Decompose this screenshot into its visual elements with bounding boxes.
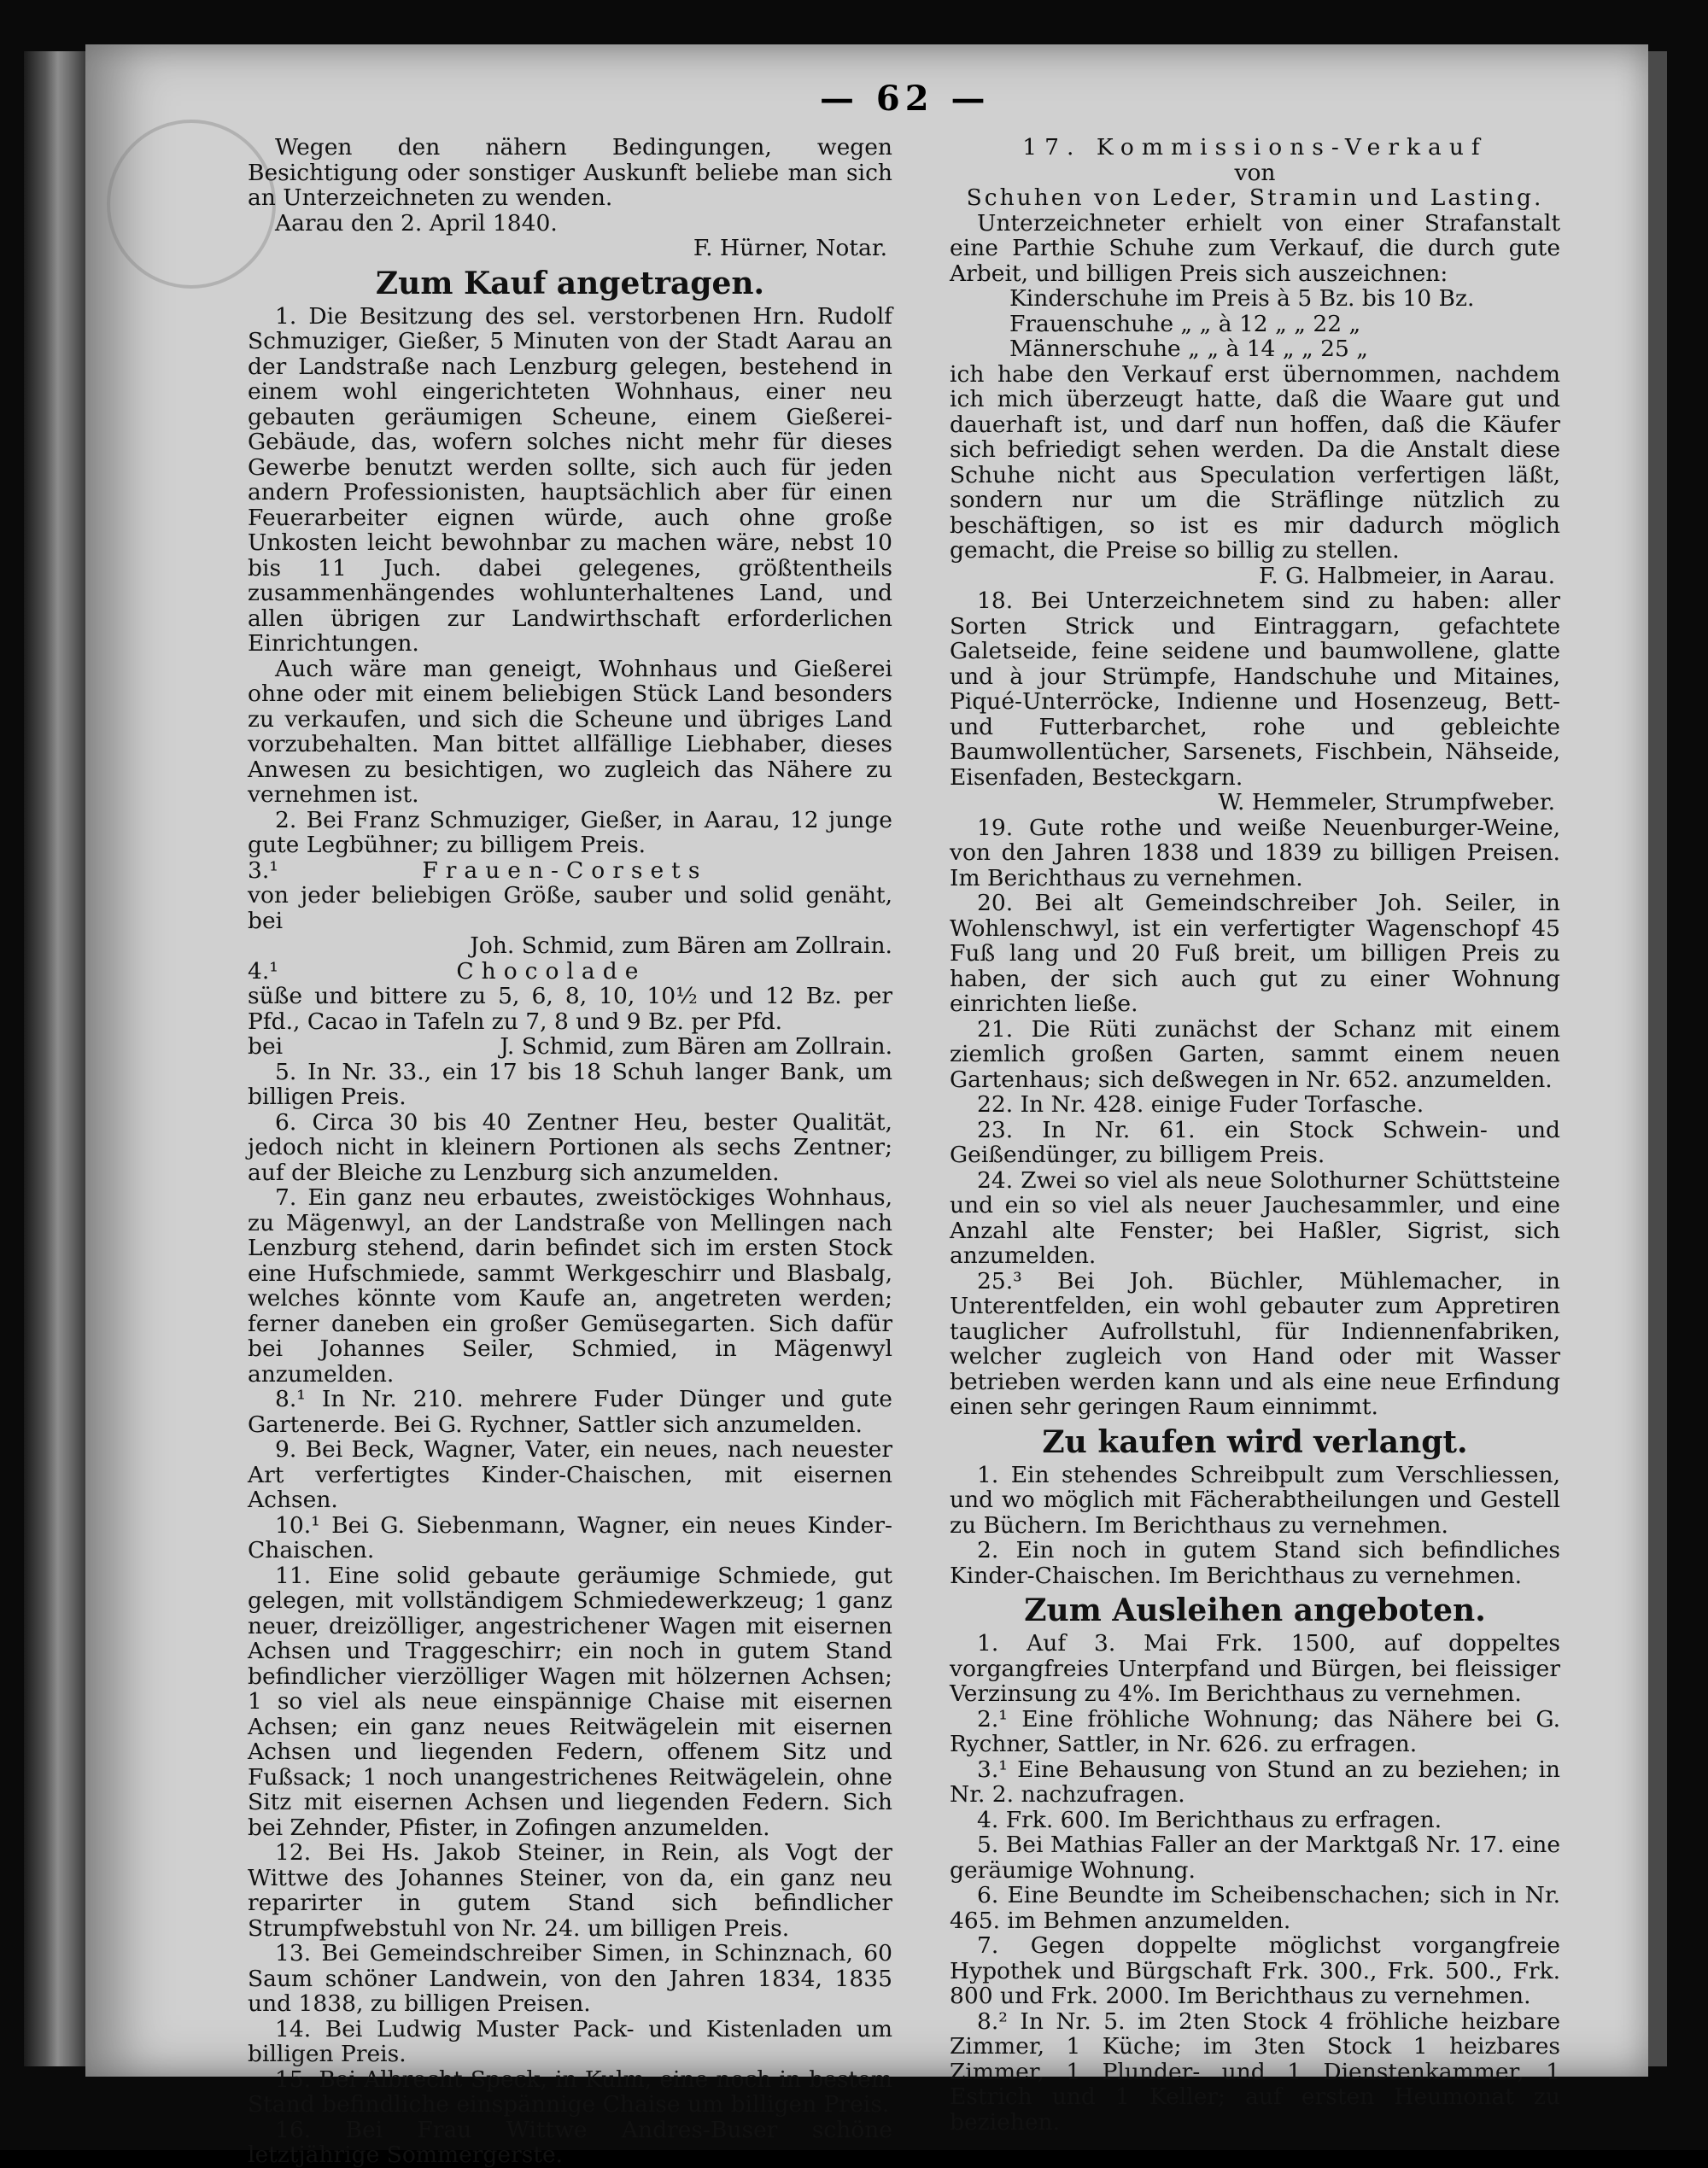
price-men: Männerschuhe „ „ à 14 „ „ 25 „ xyxy=(1009,336,1369,362)
listing-3-title: Frauen-Corsets xyxy=(422,856,708,884)
listing-22: 22. In Nr. 428. einige Fuder Torfasche. xyxy=(977,1091,1424,1118)
lending-3: 3.¹ Eine Behausung von Stund an zu beziehen; in Nr. 2. nachzufragen. xyxy=(950,1756,1560,1808)
listing-4-number: 4.¹ xyxy=(248,957,278,985)
listing-13: 13. Bei Gemeindschreiber Simen, in Schinznach, 60 Saum schöner Landwein, von den Jahren 1834, 1835 und 1838, zu billigen Preisen. xyxy=(248,1940,892,2017)
listing-15: 15. Bei Albrecht Speck, in Kulm, eine noch in bestem Stand befindliche einspännige Chaise um billigen Preis. xyxy=(248,2066,892,2118)
listing-4-text: süße und bittere zu 5, 6, 8, 10, 10½ und 12 Bz. per Pfd., Cacao in Tafeln zu 7, 8 und 9 Bz. per Pfd. xyxy=(248,983,892,1035)
listing-18: 18. Bei Unterzeichnetem sind zu haben: aller Sorten Strick und Eintraggarn, gefachtete Galetseide, feine seidene und baumwollene, glatte und à jour Strümpfe, Handschuhe und Mitaines, Piqué-Unterröcke, Indienne und Hosenzeug, Bett- und Futterbarchet, rohe und gebleichte Baumwollentücher, Sarsenets, Fischbein, Nähseide, Eisenfaden, Besteckgarn. xyxy=(950,587,1560,791)
listing-4-title: Chocolade xyxy=(456,957,646,985)
listing-1-continued: Auch wäre man geneigt, Wohnhaus und Gießerei ohne oder mit einem beliebigen Stück Land besonders zu verkaufen, und sich die Scheune und übriges Land vorzubehalten. Man bittet allfällige Liebhaber, dieses Anwesen zu besichtigen, wo zugleich das Nähere zu vernehmen ist. xyxy=(248,655,892,808)
listing-16: 16. Bei Frau Wittwe Andres-Buser schöne letztjährige Sommergerste. xyxy=(248,2116,892,2168)
lending-5: 5. Bei Mathias Faller an der Marktgaß Nr. 17. eine geräumige Wohnung. xyxy=(950,1832,1560,1884)
page-number: — 62 — xyxy=(820,79,991,119)
listing-17-signature: F. G. Halbmeier, in Aarau. xyxy=(1259,562,1555,589)
listing-4-signature: J. Schmid, zum Bären am Zollrain. xyxy=(500,1033,892,1060)
lending-1: 1. Auf 3. Mai Frk. 1500, auf doppeltes vorgangfreies Unterpfand und Bürgen, bei fleissiger Verzinsung zu 4%. Im Berichthaus zu vernehmen. xyxy=(950,1630,1560,1707)
listing-3-number: 3.¹ xyxy=(248,856,278,884)
listing-17-title: 17. Kommissions-Verkauf xyxy=(1022,134,1488,161)
listing-17-text-2: ich habe den Verkauf erst übernommen, nachdem ich mich überzeugt hatte, daß die Waare gut und dauerhaft ist, und darf nun hoffen, daß die Käufer sich befriedigt sehen werden. Da die Anstalt diese Schuhe nicht aus Speculation verfertigen läßt, sondern nur um die Sträflinge nützlich zu beschäftigen, so ist es mir dadurch möglich gemacht, die Preise so billig zu stellen. xyxy=(950,360,1560,564)
listing-6: 6. Circa 30 bis 40 Zentner Heu, bester Qualität, jedoch nicht in kleinern Portionen als sechs Zentner; auf der Bleiche zu Lenzburg sich anzumelden. xyxy=(248,1108,892,1186)
listing-25: 25.³ Bei Joh. Büchler, Mühlemacher, in Unterentfelden, ein wohl gebauter zum Appretiren tauglicher Aufrollstuhl, für Indiennenfabriken, welcher zugleich von Hand oder mit Wasser betrieben werden kann und als eine neue Erfindung einen sehr geringen Raum einnimmt. xyxy=(950,1267,1560,1420)
page-edge xyxy=(1648,51,1667,2066)
listing-12: 12. Bei Hs. Jakob Steiner, in Rein, als Vogt der Wittwe des Johannes Steiner, von da, ein ganz neu reparirter in gutem Stand sich befindlicher Strumpfwebstuhl von Nr. 24. um billigen Preis. xyxy=(248,1839,892,1942)
listing-9: 9. Bei Beck, Wagner, Vater, ein neues, nach neuester Art verfertigtes Kinder-Chaischen, mit eisernen Achsen. xyxy=(248,1436,892,1513)
listing-3-signature: Joh. Schmid, zum Bären am Zollrain. xyxy=(470,932,892,959)
listing-19: 19. Gute rothe und weiße Neuenburger-Weine, von den Jahren 1838 und 1839 zu billigen Preisen. Im Berichthaus zu vernehmen. xyxy=(950,814,1560,891)
notary-signature: F. Hürner, Notar. xyxy=(693,235,887,261)
listing-14: 14. Bei Ludwig Muster Pack- und Kistenladen um billigen Preis. xyxy=(248,2015,892,2067)
listing-11: 11. Eine solid gebaute geräumige Schmiede, gut gelegen, mit vollständigem Schmiedewerkzeug; 1 ganz neuer, dreizölliger, angestrichener Wagen mit eisernen Achsen und Traggeschirr; ein noch in gutem Stand befindlicher vierzölliger Wagen mit hölzernen Achsen; 1 so viel als neue einspännige Chaise mit eisernen Achsen; ein ganz neues Reitwägelein mit eisernen Achsen und liegenden Federn, offenem Sitz und Fußsack; 1 noch unangestrichenes Reitwägelein, ohne Sitz mit eisernen Achsen und liegenden Federn. Sich bei Zehnder, Pfister, in Zofingen anzumelden. xyxy=(248,1562,892,1841)
listing-2: 2. Bei Franz Schmuziger, Gießer, in Aarau, 12 junge gute Legbühner; zu billigem Preis. xyxy=(248,806,892,858)
listing-24: 24. Zwei so viel als neue Solothurner Schüttsteine und ein so viel als neuer Jauchesammler, und eine Anzahl alte Fenster; bei Haßler, Sigrist, sich anzumelden. xyxy=(950,1166,1560,1269)
left-column xyxy=(248,135,892,2168)
listing-17-text: Unterzeichneter erhielt von einer Strafanstalt eine Parthie Schuhe zum Verkauf, die durch gute Arbeit, und billigen Preis sich auszeichnen: xyxy=(950,209,1560,287)
listing-21: 21. Die Rüti zunächst der Schanz mit einem ziemlich großen Garten, sammt einem neuen Gartenhaus; sich deßwegen in Nr. 652. anzumelden. xyxy=(950,1015,1560,1093)
lending-8: 8.² In Nr. 5. im 2ten Stock 4 fröhliche heizbare Zimmer, 1 Küche; im 3ten Stock 1 heizbares Zimmer, 1 Plunder- und 1 Dienstenkammer, 1 Estrich und 1 Keller; auf ersten Heumonat zu beziehen. xyxy=(950,2007,1560,2136)
lending-6: 6. Eine Beundte im Scheibenschachen; sich in Nr. 465. im Behmen anzumelden. xyxy=(950,1882,1560,1934)
listing-20: 20. Bei alt Gemeindschreiber Joh. Seiler, in Wohlenschwyl, ist ein verfertigter Wagenschopf 45 Fuß lang und 20 Fuß breit, um billigen Preis zu haben, der sich auch gut zu einer Wohnung einrichten ließe. xyxy=(950,890,1560,1017)
listing-8: 8.¹ In Nr. 210. mehrere Fuder Dünger und gute Gartenerde. Bei G. Rychner, Sattler sich anzumelden. xyxy=(248,1386,892,1438)
price-children: Kinderschuhe im Preis à 5 Bz. bis 10 Bz. xyxy=(1009,285,1475,312)
section-heading-wanted: Zu kaufen wird verlangt. xyxy=(1042,1423,1468,1460)
section-heading-lending: Zum Ausleihen angeboten. xyxy=(1024,1592,1486,1628)
listing-17-subtitle: Schuhen von Leder, Stramin und Lasting. xyxy=(966,184,1544,211)
listing-18-signature: W. Hemmeler, Strumpfweber. xyxy=(1218,789,1555,815)
lending-2: 2.¹ Eine fröhliche Wohnung; das Nähere bei G. Rychner, Sattler, in Nr. 626. zu erfragen. xyxy=(950,1705,1560,1757)
listing-4-bei: bei xyxy=(248,1033,284,1060)
lending-7: 7. Gegen doppelte möglichst vorgangfreie Hypothek und Bürgschaft Frk. 300., Frk. 500., Frk. 800 und Frk. 2000. Im Berichthaus zu vernehmen. xyxy=(950,1932,1560,2009)
lending-4: 4. Frk. 600. Im Berichthaus zu erfragen. xyxy=(977,1806,1442,1833)
listing-23: 23. In Nr. 61. ein Stock Schwein- und Geißendünger, zu billigem Preis. xyxy=(950,1116,1560,1168)
date-line: Aarau den 2. April 1840. xyxy=(275,209,558,237)
book-binding xyxy=(24,51,85,2066)
section-heading-sale: Zum Kauf angetragen. xyxy=(375,265,765,301)
right-column xyxy=(950,135,1560,2135)
wanted-1: 1. Ein stehendes Schreibpult zum Verschliessen, und wo möglich mit Fächerabtheilungen und Gestell zu Büchern. Im Berichthaus zu vernehmen. xyxy=(950,1461,1560,1539)
listing-17-von: von xyxy=(1234,159,1276,186)
listing-3-text: von jeder beliebigen Größe, sauber und solid genäht, bei xyxy=(248,882,892,934)
wanted-2: 2. Ein noch in gutem Stand sich befindliches Kinder-Chaischen. Im Berichthaus zu vernehmen. xyxy=(950,1537,1560,1589)
listing-7: 7. Ein ganz neu erbautes, zweistöckiges Wohnhaus, zu Mägenwyl, an der Landstraße von Mellingen nach Lenzburg stehend, darin befindet sich im ersten Stock eine Hufschmiede, sammt Werkgeschirr und Blasbalg, welches könnte vom Kaufe an, angetreten werden; ferner daneben ein großer Gemüsegarten. Sich dafür bei Johannes Seiler, Schmied, in Mägenwyl anzumelden. xyxy=(248,1184,892,1388)
listing-10: 10.¹ Bei G. Siebenmann, Wagner, ein neues Kinder-Chaischen. xyxy=(248,1511,892,1563)
price-women: Frauenschuhe „ „ à 12 „ „ 22 „ xyxy=(1009,310,1361,337)
listing-5: 5. In Nr. 33., ein 17 bis 18 Schuh langer Bank, um billigen Preis. xyxy=(248,1058,892,1110)
intro-text: Wegen den nähern Bedingungen, wegen Besichtigung oder sonstiger Auskunft beliebe man sich an Unterzeichneten zu wenden. xyxy=(248,134,892,211)
listing-1: 1. Die Besitzung des sel. verstorbenen Hrn. Rudolf Schmuziger, Gießer, 5 Minuten von der Stadt Aarau an der Landstraße nach Lenzburg gelegen, bestehend in einem wohl eingerichteten Wohnhaus, einer neu gebauten geräumigen Scheune, einem Gießerei-Gebäude, das, wofern solches nicht mehr für dieses Gewerbe benutzt werden sollte, sich auch für jeden andern Professionisten, hauptsächlich aber für einen Feuerarbeiter eignen würde, auch ohne große Unkosten leicht bewohnbar zu machen wäre, nebst 10 bis 11 Juch. dabei gelegenes, größtentheils zusammenhängendes wohlunterhaltenes Land, und allen übrigen zur Landwirthschaft erforderlichen Einrichtungen. xyxy=(248,302,892,657)
